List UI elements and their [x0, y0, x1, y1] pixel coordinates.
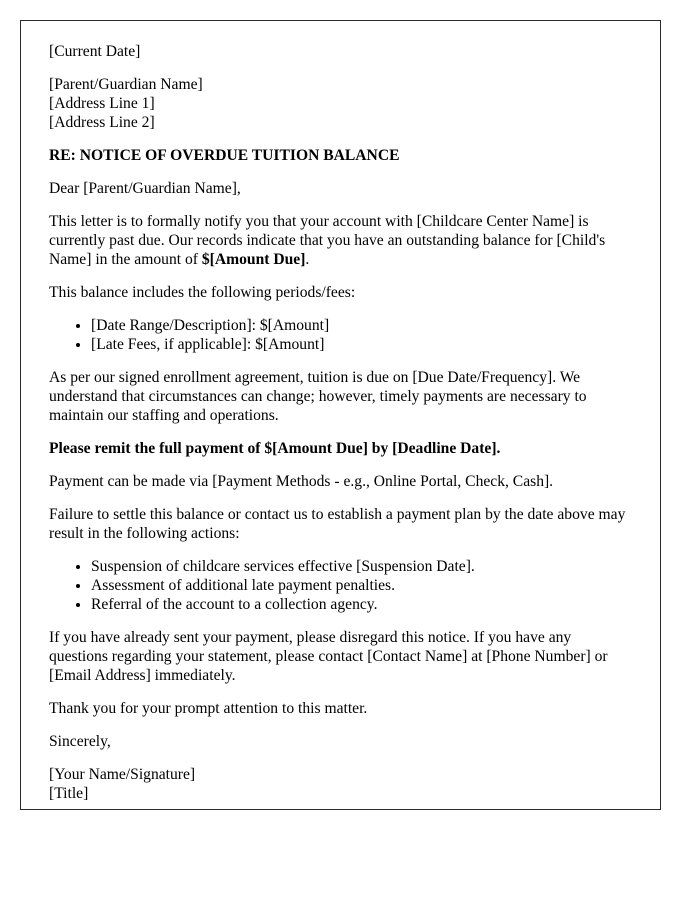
recipient-address-line-2: [Address Line 2] — [49, 114, 155, 131]
paragraph-thanks: Thank you for your prompt attention to this matter. — [49, 700, 368, 717]
actions-list-item: • Suspension of childcare services effective [Suspension Date]. — [91, 557, 632, 576]
signature-block — [49, 765, 632, 803]
signature-title: [Title] — [49, 785, 89, 802]
amount-due-bold: $[Amount Due] — [201, 251, 306, 268]
overdue-tuition-letter — [20, 20, 661, 810]
paragraph-balance-intro: This balance includes the following periods/fees: — [49, 284, 356, 301]
actions-list — [49, 557, 632, 614]
recipient-address-block — [49, 75, 632, 132]
salutation: Dear [Parent/Guardian Name], — [49, 180, 241, 197]
paragraph-notify-period: . — [305, 251, 310, 268]
recipient-address-line-1: [Address Line 1] — [49, 95, 155, 112]
paragraph-agreement: As per our signed enrollment agreement, tuition is due on [Due Date/Frequency]. We understand that circumstances can change; however, timely payments are necessary to maintain our staffing and operations. — [49, 369, 587, 424]
paragraph-notify — [49, 212, 632, 269]
signature-name: [Your Name/Signature] — [49, 766, 196, 783]
subject-line: RE: NOTICE OF OVERDUE TUITION BALANCE — [49, 147, 400, 164]
paragraph-notify-text: This letter is to formally notify you that your account with [Childcare Center Name] is currently past due. Our records indicate that you have an outstanding balance for [Child's Name] in the amount of — [49, 213, 606, 268]
actions-list-item: • Assessment of additional late payment penalties. — [91, 576, 632, 595]
fees-list-item: • [Late Fees, if applicable]: $[Amount] — [91, 335, 632, 354]
fees-list-item: • [Date Range/Description]: $[Amount] — [91, 316, 632, 335]
paragraph-payment-methods: Payment can be made via [Payment Methods - e.g., Online Portal, Check, Cash]. — [49, 473, 554, 490]
fees-list — [49, 316, 632, 354]
paragraph-failure-intro: Failure to settle this balance or contact us to establish a payment plan by the date above may result in the following actions: — [49, 506, 626, 542]
paragraph-disregard: If you have already sent your payment, please disregard this notice. If you have any questions regarding your statement, please contact [Contact Name] at [Phone Number] or [Email Address] immediately. — [49, 629, 608, 684]
paragraph-remit: Please remit the full payment of $[Amount Due] by [Deadline Date]. — [49, 440, 501, 457]
current-date-line: [Current Date] — [49, 43, 141, 60]
actions-list-item: • Referral of the account to a collection agency. — [91, 595, 632, 614]
closing: Sincerely, — [49, 733, 111, 750]
recipient-name: [Parent/Guardian Name] — [49, 76, 203, 93]
